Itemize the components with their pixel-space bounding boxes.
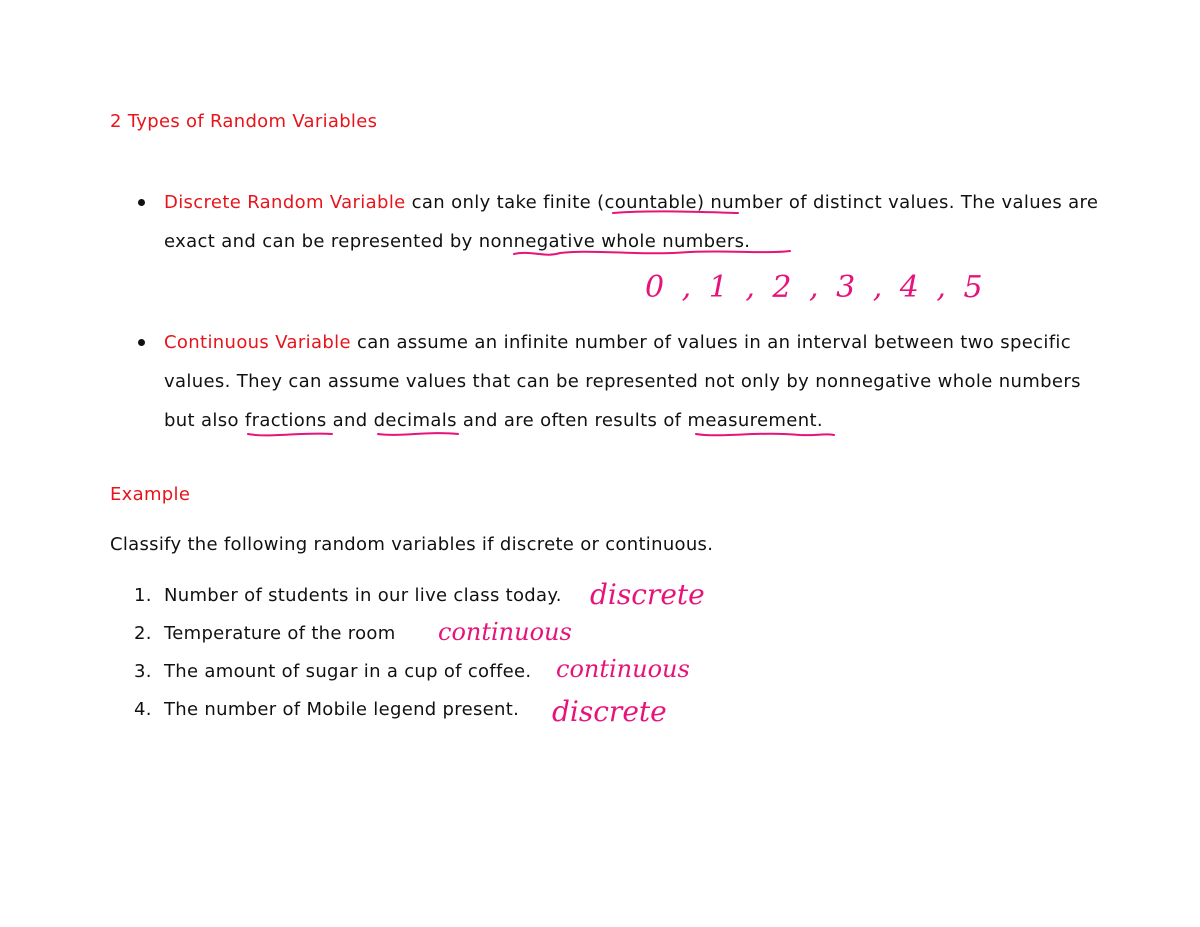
bullet-text: and [326, 410, 374, 431]
instruction-text: Classify the following random variables if discrete or continuous. [110, 534, 714, 555]
underlined-phrase: decimals [373, 410, 457, 431]
bullet-dot [138, 339, 145, 346]
bullet-continuous [164, 323, 1104, 440]
list-text: Number of students in our live class today. [164, 585, 562, 606]
handwritten-answer: discrete [552, 695, 667, 728]
underlined-phrase: measurement. [687, 410, 823, 431]
list-text: Temperature of the room [164, 623, 396, 644]
underlined-phrase: fractions [244, 410, 327, 431]
handwritten-answer: continuous [438, 618, 572, 646]
list-item [134, 585, 562, 606]
list-number: 4. [134, 699, 152, 720]
list-item [134, 661, 531, 682]
list-number: 3. [134, 661, 152, 682]
handwritten-numbers: 0 , 1 , 2 , 3 , 4 , 5 [645, 270, 987, 305]
list-number: 2. [134, 623, 152, 644]
example-label: Example [110, 484, 191, 505]
bullet-text: and are often results of [456, 410, 688, 431]
bullet-text: can assume an infinite number of values in an interval between two specific values. They can assume values that can be represented not only by nonnegative whole numbers but also [164, 332, 1081, 431]
list-text: The amount of sugar in a cup of coffee. [164, 661, 532, 682]
bullet-text: can only take finite [405, 192, 598, 213]
bullet-discrete [164, 183, 1104, 261]
underlined-phrase: nonnegative whole numbers. [478, 231, 751, 252]
term-continuous: Continuous Variable [164, 332, 351, 353]
list-text: The number of Mobile legend present. [164, 699, 520, 720]
section-heading: 2 Types of Random Variables [110, 111, 378, 132]
list-item [134, 623, 396, 644]
list-item [134, 699, 519, 720]
handwritten-answer: continuous [556, 655, 690, 683]
bullet-text: number of distinct values. The values are exact and can be represented by [164, 192, 1099, 252]
term-discrete: Discrete Random Variable [164, 192, 406, 213]
handwritten-answer: discrete [590, 578, 705, 611]
bullet-dot [138, 199, 145, 206]
underlined-phrase: (countable) [597, 192, 705, 213]
list-number: 1. [134, 585, 152, 606]
